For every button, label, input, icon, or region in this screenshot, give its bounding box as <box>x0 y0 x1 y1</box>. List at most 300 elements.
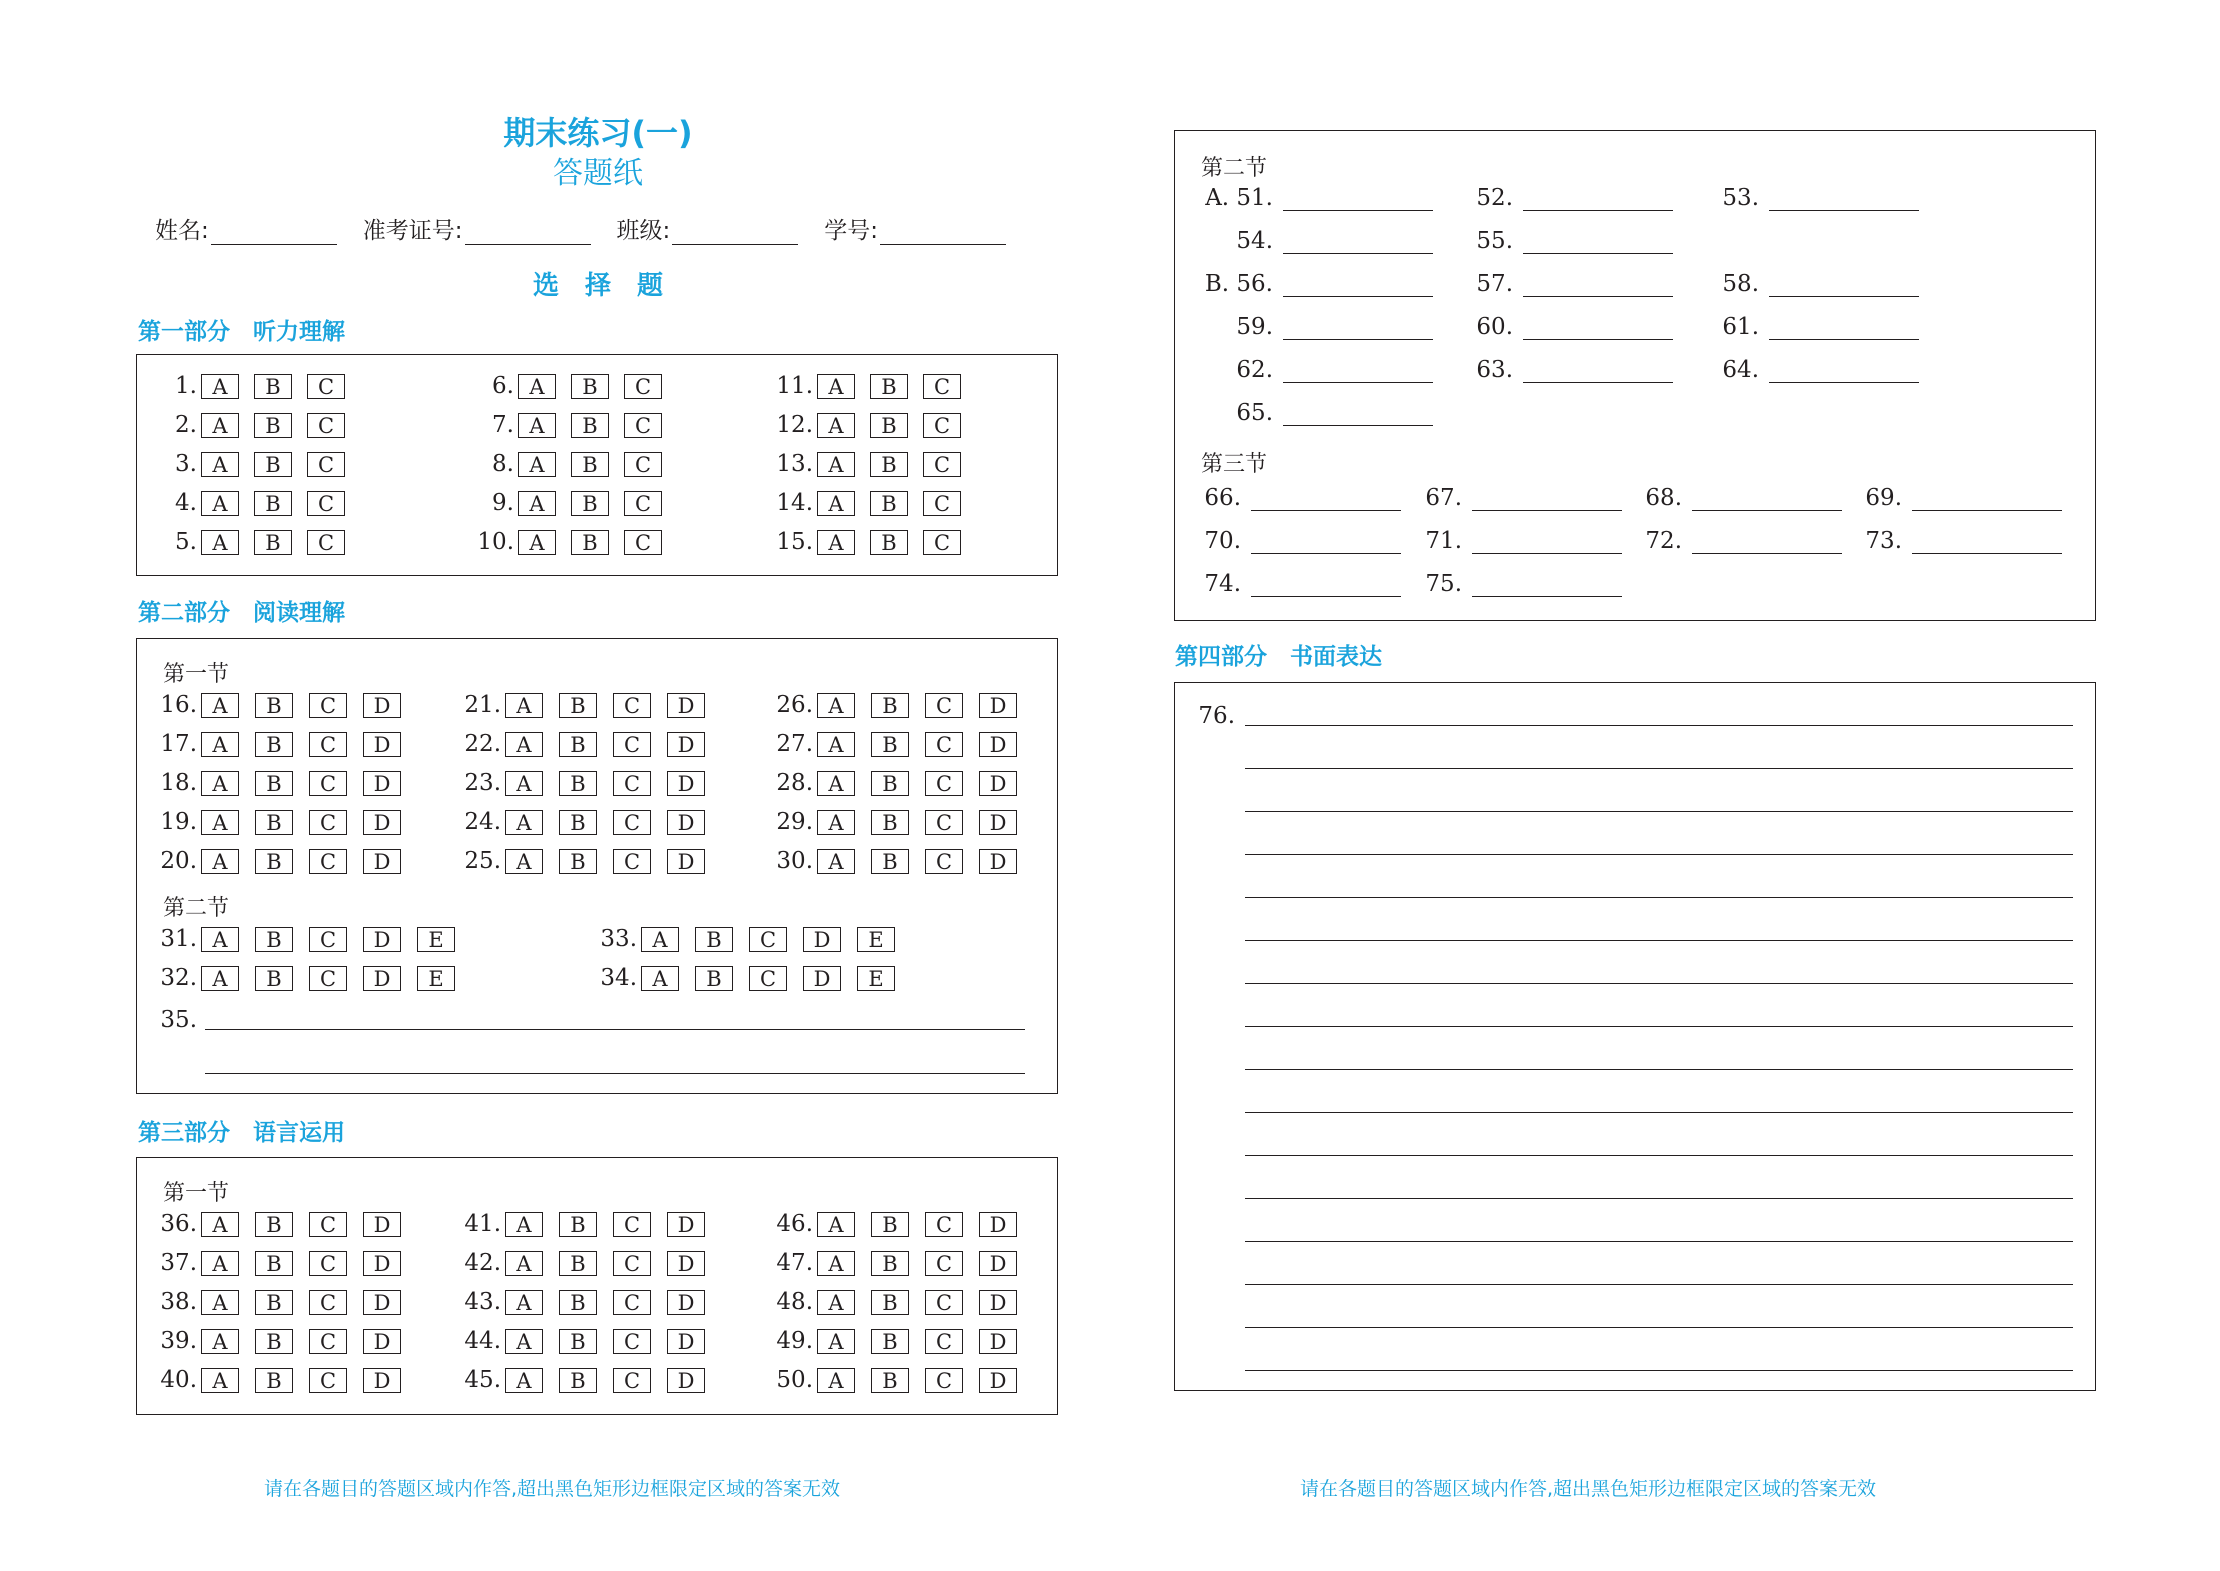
answer-row <box>593 964 911 992</box>
question-number: 73. <box>1865 528 1902 554</box>
answer-blank-line[interactable] <box>1769 358 1919 383</box>
question-number: 14. <box>776 490 813 516</box>
writing-line[interactable] <box>1245 1284 2073 1285</box>
answer-blank-line[interactable] <box>1769 272 1919 297</box>
answer-blank-line[interactable] <box>1692 529 1842 554</box>
answer-row <box>153 1210 417 1238</box>
option-d-box[interactable]: D <box>803 927 841 952</box>
writing-line[interactable] <box>1245 854 2073 855</box>
option-c-box[interactable]: C <box>613 1290 651 1315</box>
option-b-box[interactable]: B <box>871 1212 909 1237</box>
option-c-box[interactable]: C <box>624 530 662 555</box>
answer-blank-line[interactable] <box>1283 186 1433 211</box>
option-a-box[interactable]: A <box>505 693 543 718</box>
answer-blank-line[interactable] <box>1523 272 1673 297</box>
answer-row <box>153 1327 417 1355</box>
option-a-box[interactable]: A <box>201 771 239 796</box>
answer-blank-line[interactable] <box>1251 572 1401 597</box>
option-c-box[interactable]: C <box>307 374 345 399</box>
option-c-box[interactable]: C <box>309 966 347 991</box>
option-d-box[interactable]: D <box>363 1251 401 1276</box>
answer-row <box>769 808 1033 836</box>
option-c-box[interactable]: C <box>309 1251 347 1276</box>
question-number: 20. <box>160 848 197 874</box>
option-b-box[interactable]: B <box>559 849 597 874</box>
option-a-box[interactable]: A <box>817 530 855 555</box>
q76-number: 76. <box>1198 703 1235 729</box>
answer-blank-line[interactable] <box>1769 315 1919 340</box>
question-number: 8. <box>492 451 514 477</box>
option-c-box[interactable]: C <box>925 1290 963 1315</box>
option-a-box[interactable]: A <box>817 849 855 874</box>
option-c-box[interactable]: C <box>923 374 961 399</box>
option-b-box[interactable]: B <box>571 530 609 555</box>
answer-blank-line[interactable] <box>1472 572 1622 597</box>
option-c-box[interactable]: C <box>309 927 347 952</box>
option-b-box[interactable]: B <box>571 491 609 516</box>
option-a-box[interactable]: A <box>505 771 543 796</box>
option-b-box[interactable]: B <box>571 413 609 438</box>
option-b-box[interactable]: B <box>255 1368 293 1393</box>
exam-id-field: 准考证号: <box>363 212 591 245</box>
option-c-box[interactable]: C <box>925 771 963 796</box>
option-a-box[interactable]: A <box>201 1368 239 1393</box>
option-d-box[interactable]: D <box>979 1368 1017 1393</box>
option-a-box[interactable]: A <box>817 374 855 399</box>
option-d-box[interactable]: D <box>667 693 705 718</box>
question-number: 5. <box>175 529 197 555</box>
answer-row <box>769 372 976 400</box>
option-d-box[interactable]: D <box>363 732 401 757</box>
option-a-box[interactable]: A <box>201 1251 239 1276</box>
option-b-box[interactable]: B <box>870 374 908 399</box>
q35-answer-line-2[interactable] <box>205 1073 1025 1074</box>
question-number: 53. <box>1722 185 1759 211</box>
writing-line[interactable] <box>1245 1198 2073 1199</box>
option-b-box[interactable]: B <box>254 413 292 438</box>
option-a-box[interactable]: A <box>518 413 556 438</box>
option-b-box[interactable]: B <box>254 530 292 555</box>
option-b-box[interactable]: B <box>254 491 292 516</box>
option-a-box[interactable]: A <box>201 1329 239 1354</box>
fill-blank-row <box>1412 524 1622 554</box>
option-b-box[interactable]: B <box>871 732 909 757</box>
writing-line[interactable] <box>1245 1327 2073 1328</box>
option-a-box[interactable]: A <box>201 452 239 477</box>
writing-line[interactable] <box>1245 940 2073 941</box>
question-number: 74. <box>1204 571 1241 597</box>
option-b-box[interactable]: B <box>871 1290 909 1315</box>
option-c-box[interactable]: C <box>749 927 787 952</box>
part4-box <box>1174 682 2096 1391</box>
answer-row <box>153 691 417 719</box>
option-b-box[interactable]: B <box>871 693 909 718</box>
q35-answer-line-1[interactable] <box>205 1029 1025 1030</box>
option-b-box[interactable]: B <box>559 1368 597 1393</box>
option-b-box[interactable]: B <box>254 452 292 477</box>
answer-blank-line[interactable] <box>1251 529 1401 554</box>
option-a-box[interactable]: A <box>518 374 556 399</box>
option-a-box[interactable]: A <box>505 1212 543 1237</box>
student-no-input-line[interactable] <box>880 222 1006 245</box>
part2-section2-label: 第二节 <box>163 896 230 921</box>
option-b-box[interactable]: B <box>255 771 293 796</box>
option-a-box[interactable]: A <box>505 1251 543 1276</box>
option-a-box[interactable]: A <box>201 927 239 952</box>
option-b-box[interactable]: B <box>255 810 293 835</box>
fill-blank-row <box>1191 267 1433 297</box>
answer-row <box>769 1327 1033 1355</box>
answer-blank-line[interactable] <box>1283 358 1433 383</box>
question-number: 13. <box>776 451 813 477</box>
answer-blank-line[interactable] <box>1692 486 1842 511</box>
option-a-box[interactable]: A <box>817 771 855 796</box>
part3-continued-box <box>1174 130 2096 621</box>
option-a-box[interactable]: A <box>201 732 239 757</box>
option-c-box[interactable]: C <box>613 1212 651 1237</box>
option-b-box[interactable]: B <box>871 849 909 874</box>
answer-row <box>769 769 1033 797</box>
option-b-box[interactable]: B <box>695 966 733 991</box>
option-d-box[interactable]: D <box>979 849 1017 874</box>
student-no-field: 学号: <box>824 212 1006 245</box>
option-a-box[interactable]: A <box>505 1290 543 1315</box>
option-c-box[interactable]: C <box>309 849 347 874</box>
option-d-box[interactable]: D <box>363 1290 401 1315</box>
option-d-box[interactable]: D <box>979 1251 1017 1276</box>
question-number: 23. <box>464 770 501 796</box>
option-b-box[interactable]: B <box>255 1290 293 1315</box>
answer-blank-line[interactable] <box>1283 315 1433 340</box>
option-d-box[interactable]: D <box>667 1329 705 1354</box>
option-d-box[interactable]: D <box>667 810 705 835</box>
fill-blank-row <box>1677 181 1919 211</box>
option-b-box[interactable]: B <box>559 810 597 835</box>
option-a-box[interactable]: A <box>817 810 855 835</box>
answer-row <box>470 528 677 556</box>
option-d-box[interactable]: D <box>667 771 705 796</box>
option-b-box[interactable]: B <box>559 1251 597 1276</box>
answer-blank-line[interactable] <box>1283 272 1433 297</box>
question-number: 17. <box>160 731 197 757</box>
option-c-box[interactable]: C <box>309 810 347 835</box>
option-c-box[interactable]: C <box>925 1212 963 1237</box>
option-a-box[interactable]: A <box>201 810 239 835</box>
option-d-box[interactable]: D <box>667 1290 705 1315</box>
option-b-box[interactable]: B <box>870 452 908 477</box>
option-a-box[interactable]: A <box>817 1212 855 1237</box>
question-number: 46. <box>776 1211 813 1237</box>
fill-blank-row <box>1191 524 1401 554</box>
fill-blank-row <box>1431 310 1673 340</box>
answer-row <box>153 372 360 400</box>
option-d-box[interactable]: D <box>979 1329 1017 1354</box>
writing-line[interactable] <box>1245 811 2073 812</box>
question-number: 70. <box>1204 528 1241 554</box>
writing-line[interactable] <box>1245 725 2073 726</box>
question-number: A. 51. <box>1205 185 1273 211</box>
writing-line[interactable] <box>1245 897 2073 898</box>
option-a-box[interactable]: A <box>817 452 855 477</box>
option-c-box[interactable]: C <box>307 413 345 438</box>
option-d-box[interactable]: D <box>667 849 705 874</box>
answer-blank-line[interactable] <box>1912 529 2062 554</box>
writing-line[interactable] <box>1245 1069 2073 1070</box>
option-c-box[interactable]: C <box>925 1368 963 1393</box>
option-a-box[interactable]: A <box>505 849 543 874</box>
fill-blank-row <box>1412 567 1622 597</box>
option-d-box[interactable]: D <box>979 810 1017 835</box>
option-d-box[interactable]: D <box>363 966 401 991</box>
option-d-box[interactable]: D <box>979 732 1017 757</box>
part1-box <box>136 354 1058 576</box>
option-c-box[interactable]: C <box>923 530 961 555</box>
option-d-box[interactable]: D <box>363 1329 401 1354</box>
answer-blank-line[interactable] <box>1523 358 1673 383</box>
option-c-box[interactable]: C <box>925 849 963 874</box>
option-a-box[interactable]: A <box>817 693 855 718</box>
option-d-box[interactable]: D <box>667 1212 705 1237</box>
option-a-box[interactable]: A <box>201 966 239 991</box>
option-e-box[interactable]: E <box>417 927 455 952</box>
answer-row <box>457 1327 721 1355</box>
option-c-box[interactable]: C <box>923 452 961 477</box>
option-e-box[interactable]: E <box>417 966 455 991</box>
option-b-box[interactable]: B <box>255 927 293 952</box>
answer-row <box>153 489 360 517</box>
part3-heading: 第三部分 语言运用 <box>138 1120 345 1146</box>
option-d-box[interactable]: D <box>803 966 841 991</box>
answer-blank-line[interactable] <box>1523 229 1673 254</box>
option-b-box[interactable]: B <box>255 1212 293 1237</box>
writing-line[interactable] <box>1245 768 2073 769</box>
option-b-box[interactable]: B <box>871 1251 909 1276</box>
option-a-box[interactable]: A <box>201 413 239 438</box>
option-c-box[interactable]: C <box>613 693 651 718</box>
option-b-box[interactable]: B <box>870 413 908 438</box>
option-a-box[interactable]: A <box>817 732 855 757</box>
option-c-box[interactable]: C <box>925 693 963 718</box>
option-d-box[interactable]: D <box>363 927 401 952</box>
option-a-box[interactable]: A <box>518 530 556 555</box>
option-b-box[interactable]: B <box>559 771 597 796</box>
writing-line[interactable] <box>1245 1112 2073 1113</box>
option-a-box[interactable]: A <box>641 927 679 952</box>
answer-row <box>153 847 417 875</box>
question-number: 54. <box>1236 228 1273 254</box>
q35-row <box>153 1003 197 1033</box>
option-c-box[interactable]: C <box>309 771 347 796</box>
option-a-box[interactable]: A <box>817 413 855 438</box>
option-c-box[interactable]: C <box>309 1368 347 1393</box>
option-d-box[interactable]: D <box>667 732 705 757</box>
option-b-box[interactable]: B <box>255 966 293 991</box>
option-b-box[interactable]: B <box>571 452 609 477</box>
option-a-box[interactable]: A <box>201 1212 239 1237</box>
answer-row <box>153 1249 417 1277</box>
question-number: 62. <box>1236 357 1273 383</box>
fill-blank-row <box>1191 353 1433 383</box>
option-b-box[interactable]: B <box>559 1290 597 1315</box>
option-d-box[interactable]: D <box>363 1368 401 1393</box>
option-c-box[interactable]: C <box>309 1329 347 1354</box>
option-d-box[interactable]: D <box>979 771 1017 796</box>
option-b-box[interactable]: B <box>255 849 293 874</box>
answer-row <box>457 1249 721 1277</box>
option-b-box[interactable]: B <box>559 693 597 718</box>
option-c-box[interactable]: C <box>624 374 662 399</box>
option-b-box[interactable]: B <box>871 771 909 796</box>
option-c-box[interactable]: C <box>925 810 963 835</box>
option-b-box[interactable]: B <box>871 810 909 835</box>
class-field: 班级: <box>617 212 799 245</box>
option-d-box[interactable]: D <box>363 849 401 874</box>
option-a-box[interactable]: A <box>817 1251 855 1276</box>
option-b-box[interactable]: B <box>870 491 908 516</box>
option-c-box[interactable]: C <box>749 966 787 991</box>
option-b-box[interactable]: B <box>255 732 293 757</box>
option-c-box[interactable]: C <box>309 693 347 718</box>
option-a-box[interactable]: A <box>201 849 239 874</box>
answer-row <box>153 528 360 556</box>
question-number: 68. <box>1645 485 1682 511</box>
answer-row <box>153 808 417 836</box>
option-b-box[interactable]: B <box>871 1329 909 1354</box>
option-c-box[interactable]: C <box>925 1329 963 1354</box>
question-number: 27. <box>776 731 813 757</box>
option-a-box[interactable]: A <box>201 374 239 399</box>
answer-row <box>457 1210 721 1238</box>
answer-blank-line[interactable] <box>1472 486 1622 511</box>
option-c-box[interactable]: C <box>613 1368 651 1393</box>
option-c-box[interactable]: C <box>923 413 961 438</box>
option-c-box[interactable]: C <box>624 413 662 438</box>
answer-blank-line[interactable] <box>1912 486 2062 511</box>
option-d-box[interactable]: D <box>363 1212 401 1237</box>
writing-line[interactable] <box>1245 1370 2073 1371</box>
option-d-box[interactable]: D <box>979 1290 1017 1315</box>
option-d-box[interactable]: D <box>667 1368 705 1393</box>
option-b-box[interactable]: B <box>571 374 609 399</box>
option-c-box[interactable]: C <box>613 771 651 796</box>
option-a-box[interactable]: A <box>505 732 543 757</box>
option-b-box[interactable]: B <box>559 1329 597 1354</box>
option-a-box[interactable]: A <box>201 530 239 555</box>
answer-row <box>457 691 721 719</box>
option-b-box[interactable]: B <box>695 927 733 952</box>
option-c-box[interactable]: C <box>613 1251 651 1276</box>
question-number: 66. <box>1204 485 1241 511</box>
option-b-box[interactable]: B <box>870 530 908 555</box>
option-e-box[interactable]: E <box>857 927 895 952</box>
option-a-box[interactable]: A <box>201 693 239 718</box>
answer-blank-line[interactable] <box>1251 486 1401 511</box>
part2-box <box>136 638 1058 1094</box>
question-number: 9. <box>492 490 514 516</box>
option-d-box[interactable]: D <box>363 693 401 718</box>
writing-line[interactable] <box>1245 1155 2073 1156</box>
option-a-box[interactable]: A <box>518 452 556 477</box>
option-c-box[interactable]: C <box>624 452 662 477</box>
option-a-box[interactable]: A <box>817 1368 855 1393</box>
answer-blank-line[interactable] <box>1523 186 1673 211</box>
option-a-box[interactable]: A <box>817 491 855 516</box>
option-d-box[interactable]: D <box>667 1251 705 1276</box>
question-number: 22. <box>464 731 501 757</box>
option-b-box[interactable]: B <box>559 1212 597 1237</box>
option-c-box[interactable]: C <box>624 491 662 516</box>
question-number: 63. <box>1476 357 1513 383</box>
part3-box <box>136 1157 1058 1415</box>
name-input-line[interactable] <box>211 222 337 245</box>
option-c-box[interactable]: C <box>925 732 963 757</box>
option-b-box[interactable]: B <box>255 1251 293 1276</box>
option-a-box[interactable]: A <box>201 1290 239 1315</box>
question-number: 33. <box>600 926 637 952</box>
option-c-box[interactable]: C <box>613 810 651 835</box>
option-a-box[interactable]: A <box>201 491 239 516</box>
option-b-box[interactable]: B <box>255 1329 293 1354</box>
writing-line[interactable] <box>1245 983 2073 984</box>
option-c-box[interactable]: C <box>307 491 345 516</box>
answer-blank-line[interactable] <box>1523 315 1673 340</box>
option-c-box[interactable]: C <box>307 452 345 477</box>
option-c-box[interactable]: C <box>309 1290 347 1315</box>
option-a-box[interactable]: A <box>505 1368 543 1393</box>
answer-blank-line[interactable] <box>1283 401 1433 426</box>
option-c-box[interactable]: C <box>309 732 347 757</box>
option-b-box[interactable]: B <box>871 1368 909 1393</box>
answer-row <box>153 411 360 439</box>
option-d-box[interactable]: D <box>979 693 1017 718</box>
option-a-box[interactable]: A <box>505 810 543 835</box>
question-number: 65. <box>1236 400 1273 426</box>
question-number: 71. <box>1425 528 1462 554</box>
answer-blank-line[interactable] <box>1769 186 1919 211</box>
option-a-box[interactable]: A <box>817 1329 855 1354</box>
answer-blank-line[interactable] <box>1472 529 1622 554</box>
answer-row <box>769 1366 1033 1394</box>
answer-row <box>593 925 911 953</box>
question-number: 38. <box>160 1289 197 1315</box>
option-a-box[interactable]: A <box>505 1329 543 1354</box>
option-c-box[interactable]: C <box>923 491 961 516</box>
option-d-box[interactable]: D <box>363 810 401 835</box>
option-e-box[interactable]: E <box>857 966 895 991</box>
answer-row <box>470 489 677 517</box>
option-c-box[interactable]: C <box>307 530 345 555</box>
exam-id-input-line[interactable] <box>465 222 591 245</box>
option-c-box[interactable]: C <box>613 849 651 874</box>
option-b-box[interactable]: B <box>254 374 292 399</box>
option-a-box[interactable]: A <box>518 491 556 516</box>
option-a-box[interactable]: A <box>641 966 679 991</box>
option-c-box[interactable]: C <box>309 1212 347 1237</box>
answer-blank-line[interactable] <box>1283 229 1433 254</box>
option-c-box[interactable]: C <box>613 732 651 757</box>
option-c-box[interactable]: C <box>925 1251 963 1276</box>
option-b-box[interactable]: B <box>255 693 293 718</box>
option-d-box[interactable]: D <box>363 771 401 796</box>
question-number: 44. <box>464 1328 501 1354</box>
option-b-box[interactable]: B <box>559 732 597 757</box>
writing-line[interactable] <box>1245 1241 2073 1242</box>
option-d-box[interactable]: D <box>979 1212 1017 1237</box>
option-c-box[interactable]: C <box>613 1329 651 1354</box>
class-input-line[interactable] <box>672 222 798 245</box>
writing-line[interactable] <box>1245 1026 2073 1027</box>
option-a-box[interactable]: A <box>817 1290 855 1315</box>
